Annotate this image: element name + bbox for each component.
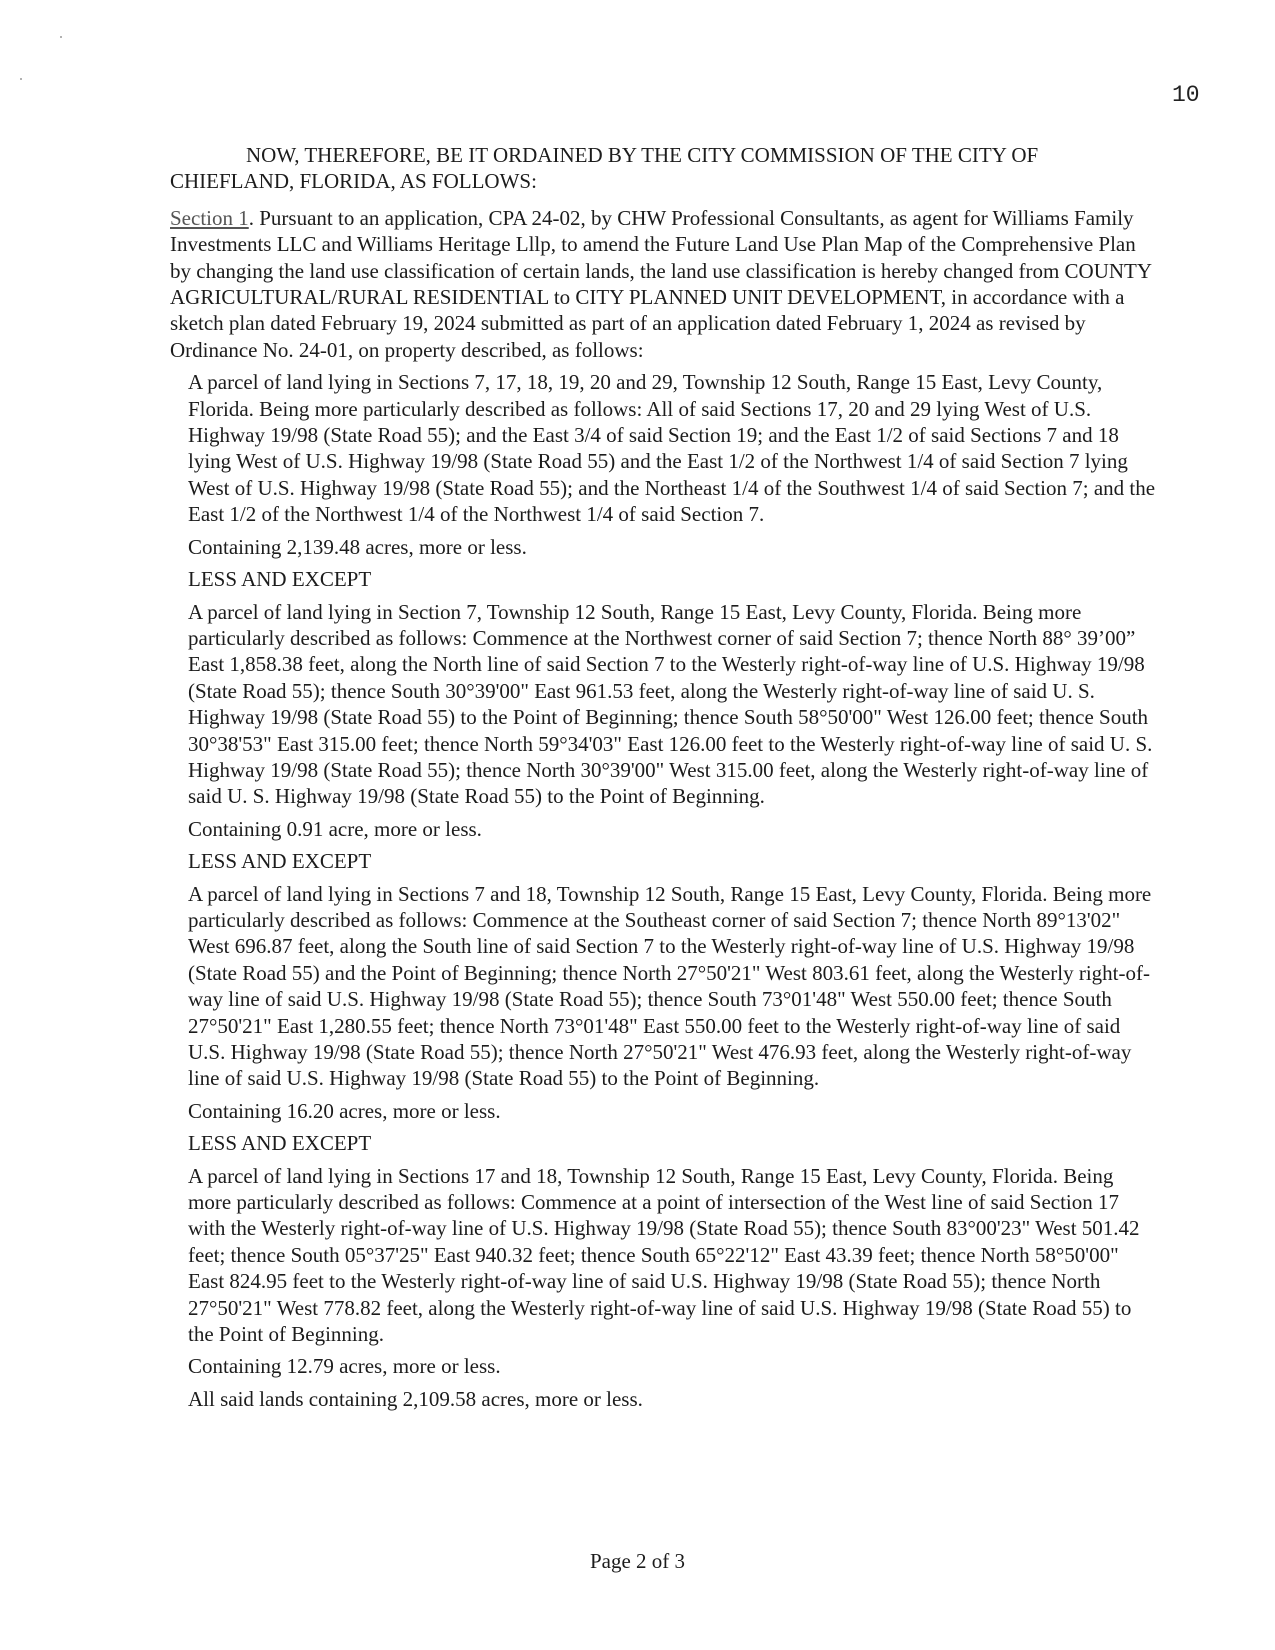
exception-2-description: A parcel of land lying in Sections 7 and 18, Township 12 South, Range 15 East, Levy County, Florida. Being more particularly described as follows: Commence at the Southeast corner of said Section 7; thence North 89°13'02" West 696.87 feet, along the South line of said Section 7 to the Westerly right-of-way line of U.S. Highway 19/98 (State Road 55) and the Point of Beginning; thence North 27°50'21" West 803.61 feet, along the Westerly right-of-way line of said U.S. Highway 19/98 (State Road 55); thence South 73°01'48" West 550.00 feet; thence South 27°50'21" East 1,280.55 feet; thence North 73°01'48" East 550.00 feet to the Westerly right-of-way line of said U.S. Highway 19/98 (State Road 55); thence North 27°50'21" West 476.93 feet, along the Westerly right-of-way line of said U.S. Highway 19/98 (State Road 55) to the Point of Beginning. <box>188 881 1152 1091</box>
less-and-except-heading-3: LESS AND EXCEPT <box>188 1131 372 1156</box>
less-and-except-heading-1: LESS AND EXCEPT <box>188 567 372 592</box>
document-body <box>170 142 1158 1418</box>
section-1-paragraph <box>170 205 1158 363</box>
exception-2-acreage: Containing 16.20 acres, more or less. <box>188 1098 501 1123</box>
less-and-except-heading-2: LESS AND EXCEPT <box>188 849 372 874</box>
scan-speck <box>60 36 62 38</box>
main-parcel-acreage: Containing 2,139.48 acres, more or less. <box>188 534 527 559</box>
page-number: 10 <box>1172 82 1200 108</box>
exception-1-acreage: Containing 0.91 acre, more or less. <box>188 816 482 841</box>
total-acreage: All said lands containing 2,109.58 acres, more or less. <box>188 1386 643 1411</box>
main-parcel-description: A parcel of land lying in Sections 7, 17, 18, 19, 20 and 29, Township 12 South, Range 15 East, Levy County, Florida. Being more particularly described as follows: All of said Sections 17, 20 and 29 lying West of U.S. Highway 19/98 (State Road 55); and the East 3/4 of said Section 19; and the East 1/2 of said Sections 7 and 18 lying West of U.S. Highway 19/98 (State Road 55) and the East 1/2 of the Northwest 1/4 of said Section 7 lying West of U.S. Highway 19/98 (State Road 55); and the Northeast 1/4 of the Southwest 1/4 of said Section 7; and the East 1/2 of the Northwest 1/4 of the Northwest 1/4 of said Section 7. <box>188 370 1156 527</box>
page-footer: Page 2 of 3 <box>589 1549 686 1573</box>
exception-3-acreage: Containing 12.79 acres, more or less. <box>188 1354 501 1379</box>
exception-1-description: A parcel of land lying in Section 7, Township 12 South, Range 15 East, Levy County, Florida. Being more particularly described as follows: Commence at the Northwest corner of said Section 7; thence North 88° 39’00” East 1,858.38 feet, along the North line of said Section 7 to the Westerly right-of-way line of U.S. Highway 19/98 (State Road 55); thence South 30°39'00" East 961.53 feet, along the Westerly right-of-way line of said U. S. Highway 19/98 (State Road 55) to the Point of Beginning; thence South 58°50'00" West 126.00 feet; thence South 30°38'53" East 315.00 feet; thence North 59°34'03" East 126.00 feet to the Westerly right-of-way line of said U. S. Highway 19/98 (State Road 55); thence North 30°39'00" West 315.00 feet, along the Westerly right-of-way line of said U. S. Highway 19/98 (State Road 55) to the Point of Beginning. <box>188 599 1153 809</box>
section-1-label: Section 1 <box>170 205 249 230</box>
scan-speck <box>20 78 22 80</box>
legal-descriptions <box>188 369 1158 1412</box>
ordinance-preamble: NOW, THEREFORE, BE IT ORDAINED BY THE CITY COMMISSION OF THE CITY OF CHIEFLAND, FLORIDA, AS FOLLOWS: <box>170 143 1039 194</box>
exception-3-description: A parcel of land lying in Sections 17 and 18, Township 12 South, Range 15 East, Levy County, Florida. Being more particularly described as follows: Commence at a point of intersection of the West line of said Section 17 with the Westerly right-of-way line of U.S. Highway 19/98 (State Road 55); thence South 83°00'23" West 501.42 feet; thence South 05°37'25" East 940.32 feet; thence South 65°22'12" East 43.39 feet; thence North 58°50'00" East 824.95 feet to the Westerly right-of-way line of said U.S. Highway 19/98 (State Road 55); thence North 27°50'21" West 778.82 feet, along the Westerly right-of-way line of said U.S. Highway 19/98 (State Road 55) to the Point of Beginning. <box>188 1163 1140 1347</box>
section-1-text: . Pursuant to an application, CPA 24-02, by CHW Professional Consultants, as agent for Williams Family Investments LLC and Williams Heritage Lllp, to amend the Future Land Use Plan Map of the Comprehensive Plan by changing the land use classification of certain lands, the land use classification is hereby changed from COUNTY AGRICULTURAL/RURAL RESIDENTIAL to CITY PLANNED UNIT DEVELOPMENT, in accordance with a sketch plan dated February 19, 2024 submitted as part of an application dated February 1, 2024 as revised by Ordinance No. 24-01, on property described, as follows: <box>170 205 1152 362</box>
